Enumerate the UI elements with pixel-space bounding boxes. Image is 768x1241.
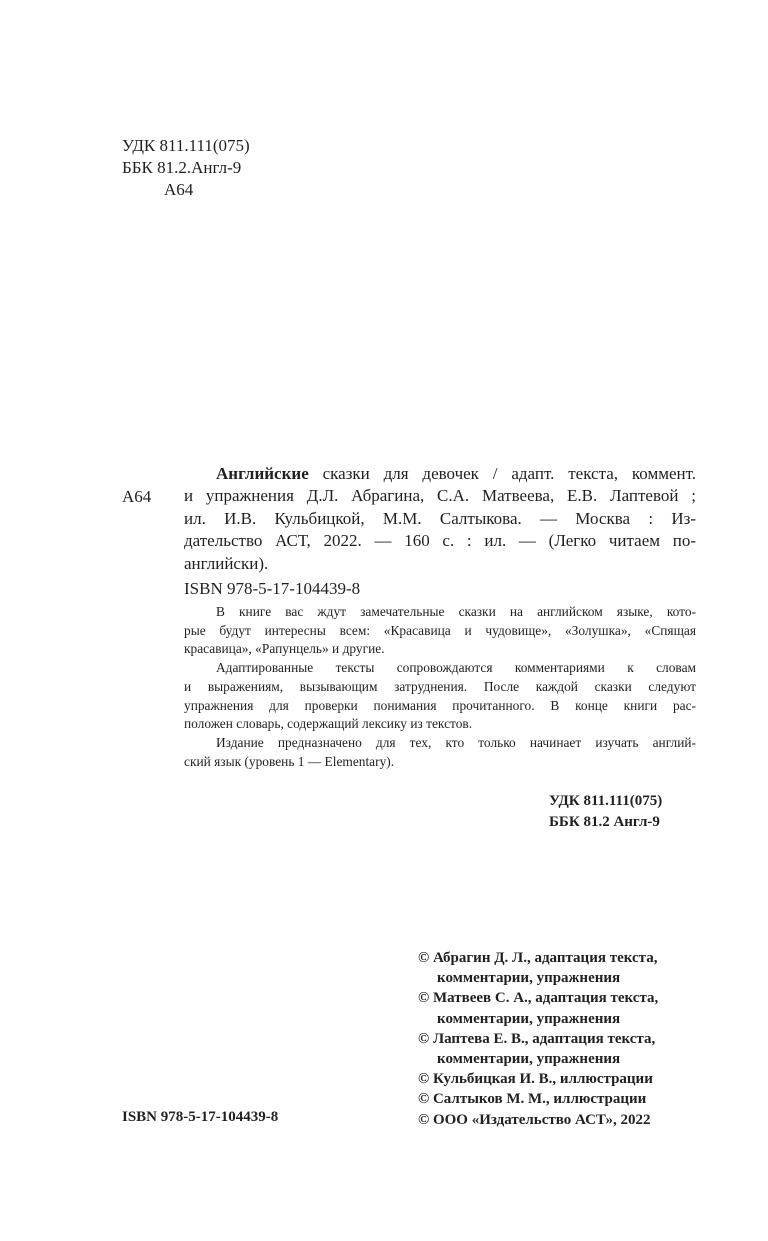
udk-code: УДК 811.111(075) [122, 136, 250, 155]
annotation-line: положен словарь, содержащий лексику из текстов. [184, 716, 473, 732]
bib-author-mark: А64 [122, 487, 152, 506]
classification-codes-top [122, 135, 250, 201]
bib-line-5: английски). [184, 553, 269, 573]
isbn-bottom: ISBN 978-5-17-104439-8 [122, 1109, 279, 1125]
annotation [184, 603, 696, 771]
copyright-line: комментарии, упражнения [437, 1051, 621, 1068]
bbk-code: ББК 81.2.Англ-9 [122, 158, 242, 177]
author-mark: А64 [164, 180, 194, 199]
udk-code-bottom: УДК 811.111(075) [549, 793, 663, 809]
copyright-block [418, 948, 658, 1130]
copyright-line: © Абрагин Д. Л., адаптация текста, [418, 950, 658, 966]
bib-title-bold: Английские [216, 464, 309, 483]
bib-line-1 [184, 463, 696, 485]
annotation-line: и выражениям, вызывающим затруднения. После каждой сказки следуют [184, 678, 696, 694]
annotation-line: ский язык (уровень 1 — Elementary). [184, 753, 395, 769]
annotation-line: красавица», «Рапунцель» и другие. [184, 641, 385, 657]
copyright-line: комментарии, упражнения [437, 1010, 621, 1027]
bib-line-2: и упражнения Д.Л. Абрагина, С.А. Матвеева, Е.В. Лаптевой ; [184, 486, 696, 506]
bib-line-3: ил. И.В. Кульбицкой, М.М. Салтыкова. — Москва : Из- [184, 508, 696, 528]
bbk-code-bottom: ББК 81.2 Англ-9 [549, 814, 660, 830]
isbn-main: ISBN 978-5-17-104439-8 [184, 579, 361, 598]
copyright-line: © Лаптева Е. В., адаптация текста, [418, 1030, 656, 1047]
annotation-line: рые будут интересны всем: «Красавица и чудовище», «Золушка», «Спящая [184, 622, 696, 638]
copyright-line: © Кульбицкая И. В., иллюстрации [418, 1071, 653, 1088]
annotation-line: Адаптированные тексты сопровождаются комментариями к словам [216, 660, 696, 676]
bib-line-1-text: сказки для девочек / адапт. текста, коммент. [308, 464, 696, 483]
annotation-line: В книге вас ждут замечательные сказки на английском языке, кото- [216, 604, 696, 619]
annotation-line: упражнения для проверки понимания прочитанного. В конце книги рас- [184, 697, 696, 713]
bibliographic-record [184, 463, 696, 575]
copyright-line: © Матвеев С. А., адаптация текста, [418, 990, 659, 1007]
classification-codes-bottom [549, 791, 662, 833]
annotation-line: Издание предназначено для тех, кто только начинает изучать англий- [216, 734, 696, 750]
copyright-line: комментарии, упражнения [437, 970, 621, 987]
copyright-line: © ООО «Издательство АСТ», 2022 [418, 1111, 651, 1128]
copyright-line: © Салтыков М. М., иллюстрации [418, 1091, 647, 1108]
bib-line-4: дательство АСТ, 2022. — 160 с. : ил. — (Легко читаем по- [184, 531, 696, 551]
